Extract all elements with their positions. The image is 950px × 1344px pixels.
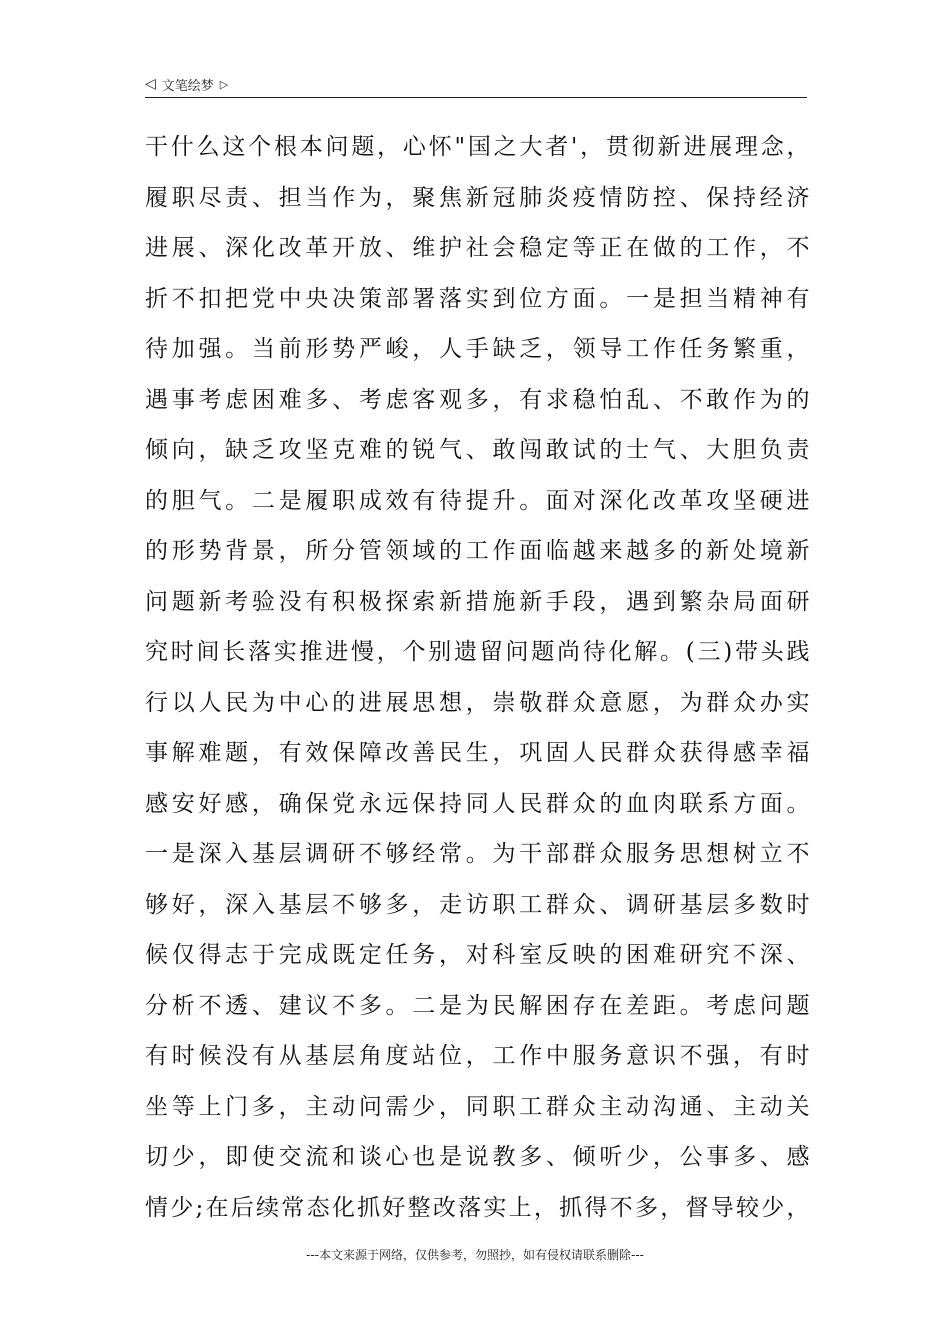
body-line: 分析不透、建议不多。二是为民解困存在差距。考虑问题	[145, 992, 810, 1019]
header-title: 文笔绘梦	[161, 78, 214, 94]
body-line: 事解难题，有效保障改善民生，巩固人民群众获得感幸福	[145, 740, 810, 766]
body-line: 问题新考验没有积极探索新措施新手段，遇到繁杂局面研	[145, 588, 810, 615]
document-body	[145, 122, 810, 1233]
body-line: 究时间长落实推进慢，个别遗留问题尚待化解。(三)带头践	[145, 639, 810, 665]
body-line: 折不扣把党中央决策部署落实到位方面。一是担当精神有	[145, 285, 810, 312]
body-line: 待加强。当前形势严峻，人手缺乏，领导工作任务繁重，	[145, 336, 810, 362]
body-line: 够好，深入基层不够多，走访职工群众、调研基层多数时	[145, 891, 810, 918]
footer-disclaimer: ---本文来源于网络，仅供参考，勿照抄，如有侵权请联系删除---	[306, 1248, 644, 1262]
page-header	[145, 70, 805, 98]
triangle-right-icon: ▷	[219, 77, 229, 91]
body-line: 有时候没有从基层角度站位，工作中服务意识不强，有时	[145, 1043, 810, 1069]
triangle-left-icon: ◁	[145, 76, 156, 92]
body-line: 的胆气。二是履职成效有待提升。面对深化改革攻坚硬进	[145, 487, 810, 514]
body-line: 干什么这个根本问题，心怀"国之大者'，贯彻新进展理念，	[145, 134, 810, 160]
body-line: 遇事考虑困难多、考虑客观多，有求稳怕乱、不敢作为的	[145, 386, 810, 413]
body-line: 感安好感，确保党永远保持同人民群众的血肉联系方面。	[145, 790, 810, 817]
body-line: 倾向，缺乏攻坚克难的锐气、敢闯敢试的士气、大胆负责	[145, 437, 810, 463]
body-line: 候仅得志于完成既定任务，对科室反映的困难研究不深、	[145, 942, 810, 968]
body-line: 一是深入基层调研不够经常。为干部群众服务思想树立不	[145, 841, 810, 867]
body-line: 进展、深化改革开放、维护社会稳定等正在做的工作，不	[145, 235, 810, 261]
body-line: 行以人民为中心的进展思想，崇敬群众意愿，为群众办实	[145, 689, 810, 716]
body-line: 的形势背景，所分管领域的工作面临越来越多的新处境新	[145, 538, 810, 564]
body-line: 情少;在后续常态化抓好整改落实上，抓得不多，督导较少，	[145, 1194, 810, 1221]
body-line: 切少，即使交流和谈心也是说教多、倾听少，公事多、感	[145, 1144, 810, 1170]
body-line: 坐等上门多，主动问需少，同职工群众主动沟通、主动关	[145, 1093, 810, 1120]
header-divider	[145, 97, 807, 98]
body-line: 履职尽责、担当作为，聚焦新冠肺炎疫情防控、保持经济	[145, 184, 810, 211]
